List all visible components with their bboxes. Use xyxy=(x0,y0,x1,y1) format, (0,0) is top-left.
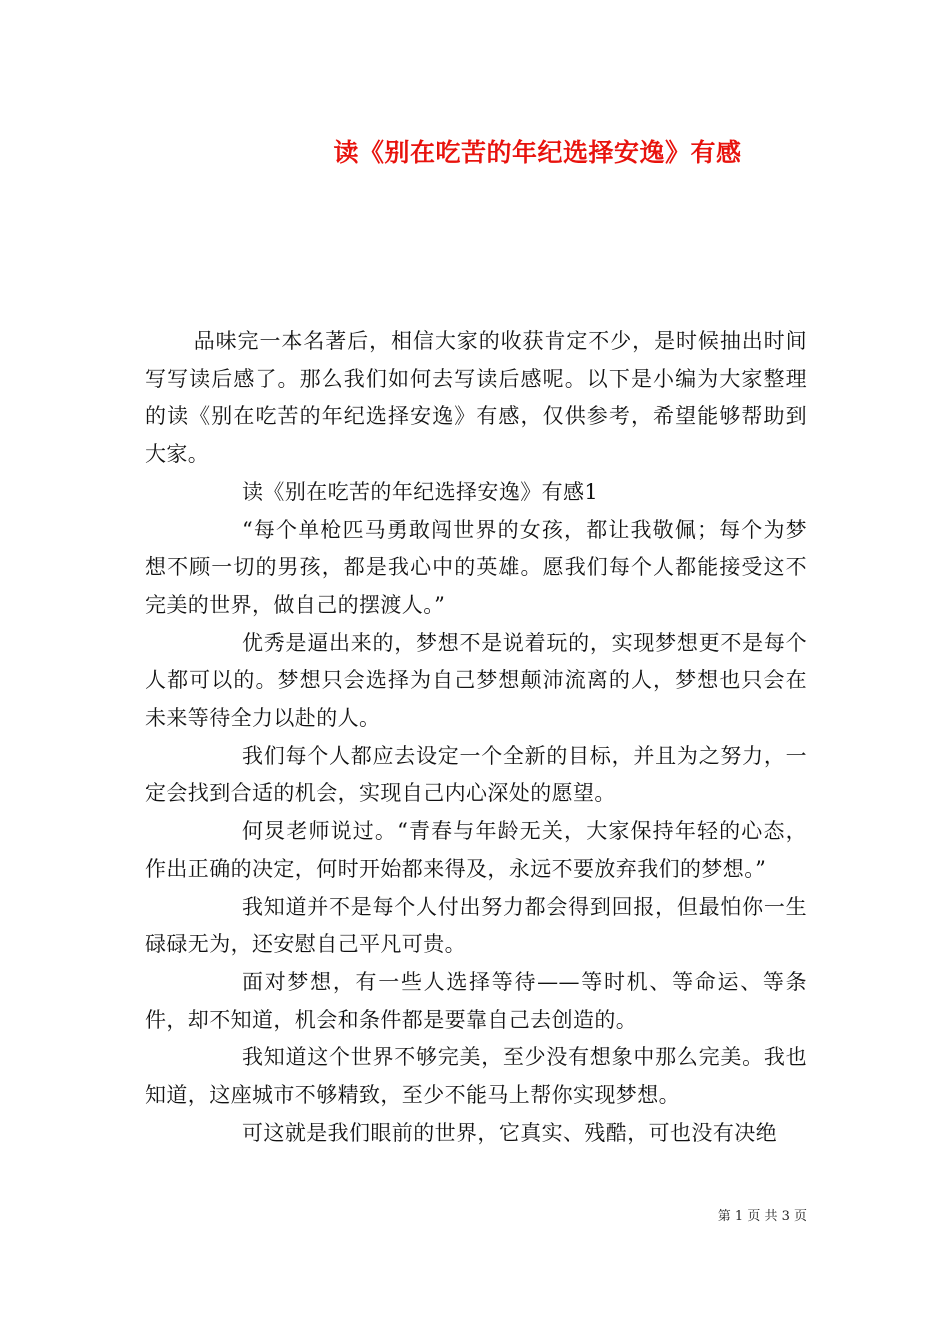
paragraph: 我们每个人都应去设定一个全新的目标，并且为之努力，一定会找到合适的机会，实现自己内心深处的愿望。 xyxy=(145,743,807,806)
paragraph: 我知道并不是每个人付出努力都会得到回报，但最怕你一生碌碌无为，还安慰自己平凡可贵。 xyxy=(145,894,807,957)
paragraph: 优秀是逼出来的，梦想不是说着玩的，实现梦想更不是每个人都可以的。梦想只会选择为自己梦想颠沛流离的人，梦想也只会在未来等待全力以赴的人。 xyxy=(145,630,807,731)
document-body xyxy=(145,323,807,1152)
document-title: 读《别在吃苦的年纪选择安逸》有感 xyxy=(333,138,742,167)
page-number-footer: 第 1 页 共 3 页 xyxy=(717,1209,807,1224)
paragraph: 面对梦想，有一些人选择等待——等时机、等命运、等条件，却不知道，机会和条件都是要靠自己去创造的。 xyxy=(145,969,807,1032)
paragraph: 可这就是我们眼前的世界，它真实、残酷，可也没有决绝 xyxy=(242,1120,778,1145)
paragraph: 何炅老师说过。“青春与年龄无关，大家保持年轻的心态，作出正确的决定，何时开始都来得及，永远不要放弃我们的梦想。” xyxy=(145,819,807,881)
paragraph: 我知道这个世界不够完美，至少没有想象中那么完美。我也知道，这座城市不够精致，至少不能马上帮你实现梦想。 xyxy=(145,1045,807,1108)
paragraph-quote: “每个单枪匹马勇敢闯世界的女孩，都让我敬佩；每个为梦想不顾一切的男孩，都是我心中的英雄。愿我们每个人都能接受这不完美的世界，做自己的摆渡人。” xyxy=(145,517,807,617)
section-heading: 读《别在吃苦的年纪选择安逸》有感1 xyxy=(242,479,599,504)
paragraph-intro: 品味完一本名著后，相信大家的收获肯定不少，是时候抽出时间写写读后感了。那么我们如何去写读后感呢。以下是小编为大家整理的读《别在吃苦的年纪选择安逸》有感，仅供参考，希望能够帮助到大家。 xyxy=(145,329,807,467)
